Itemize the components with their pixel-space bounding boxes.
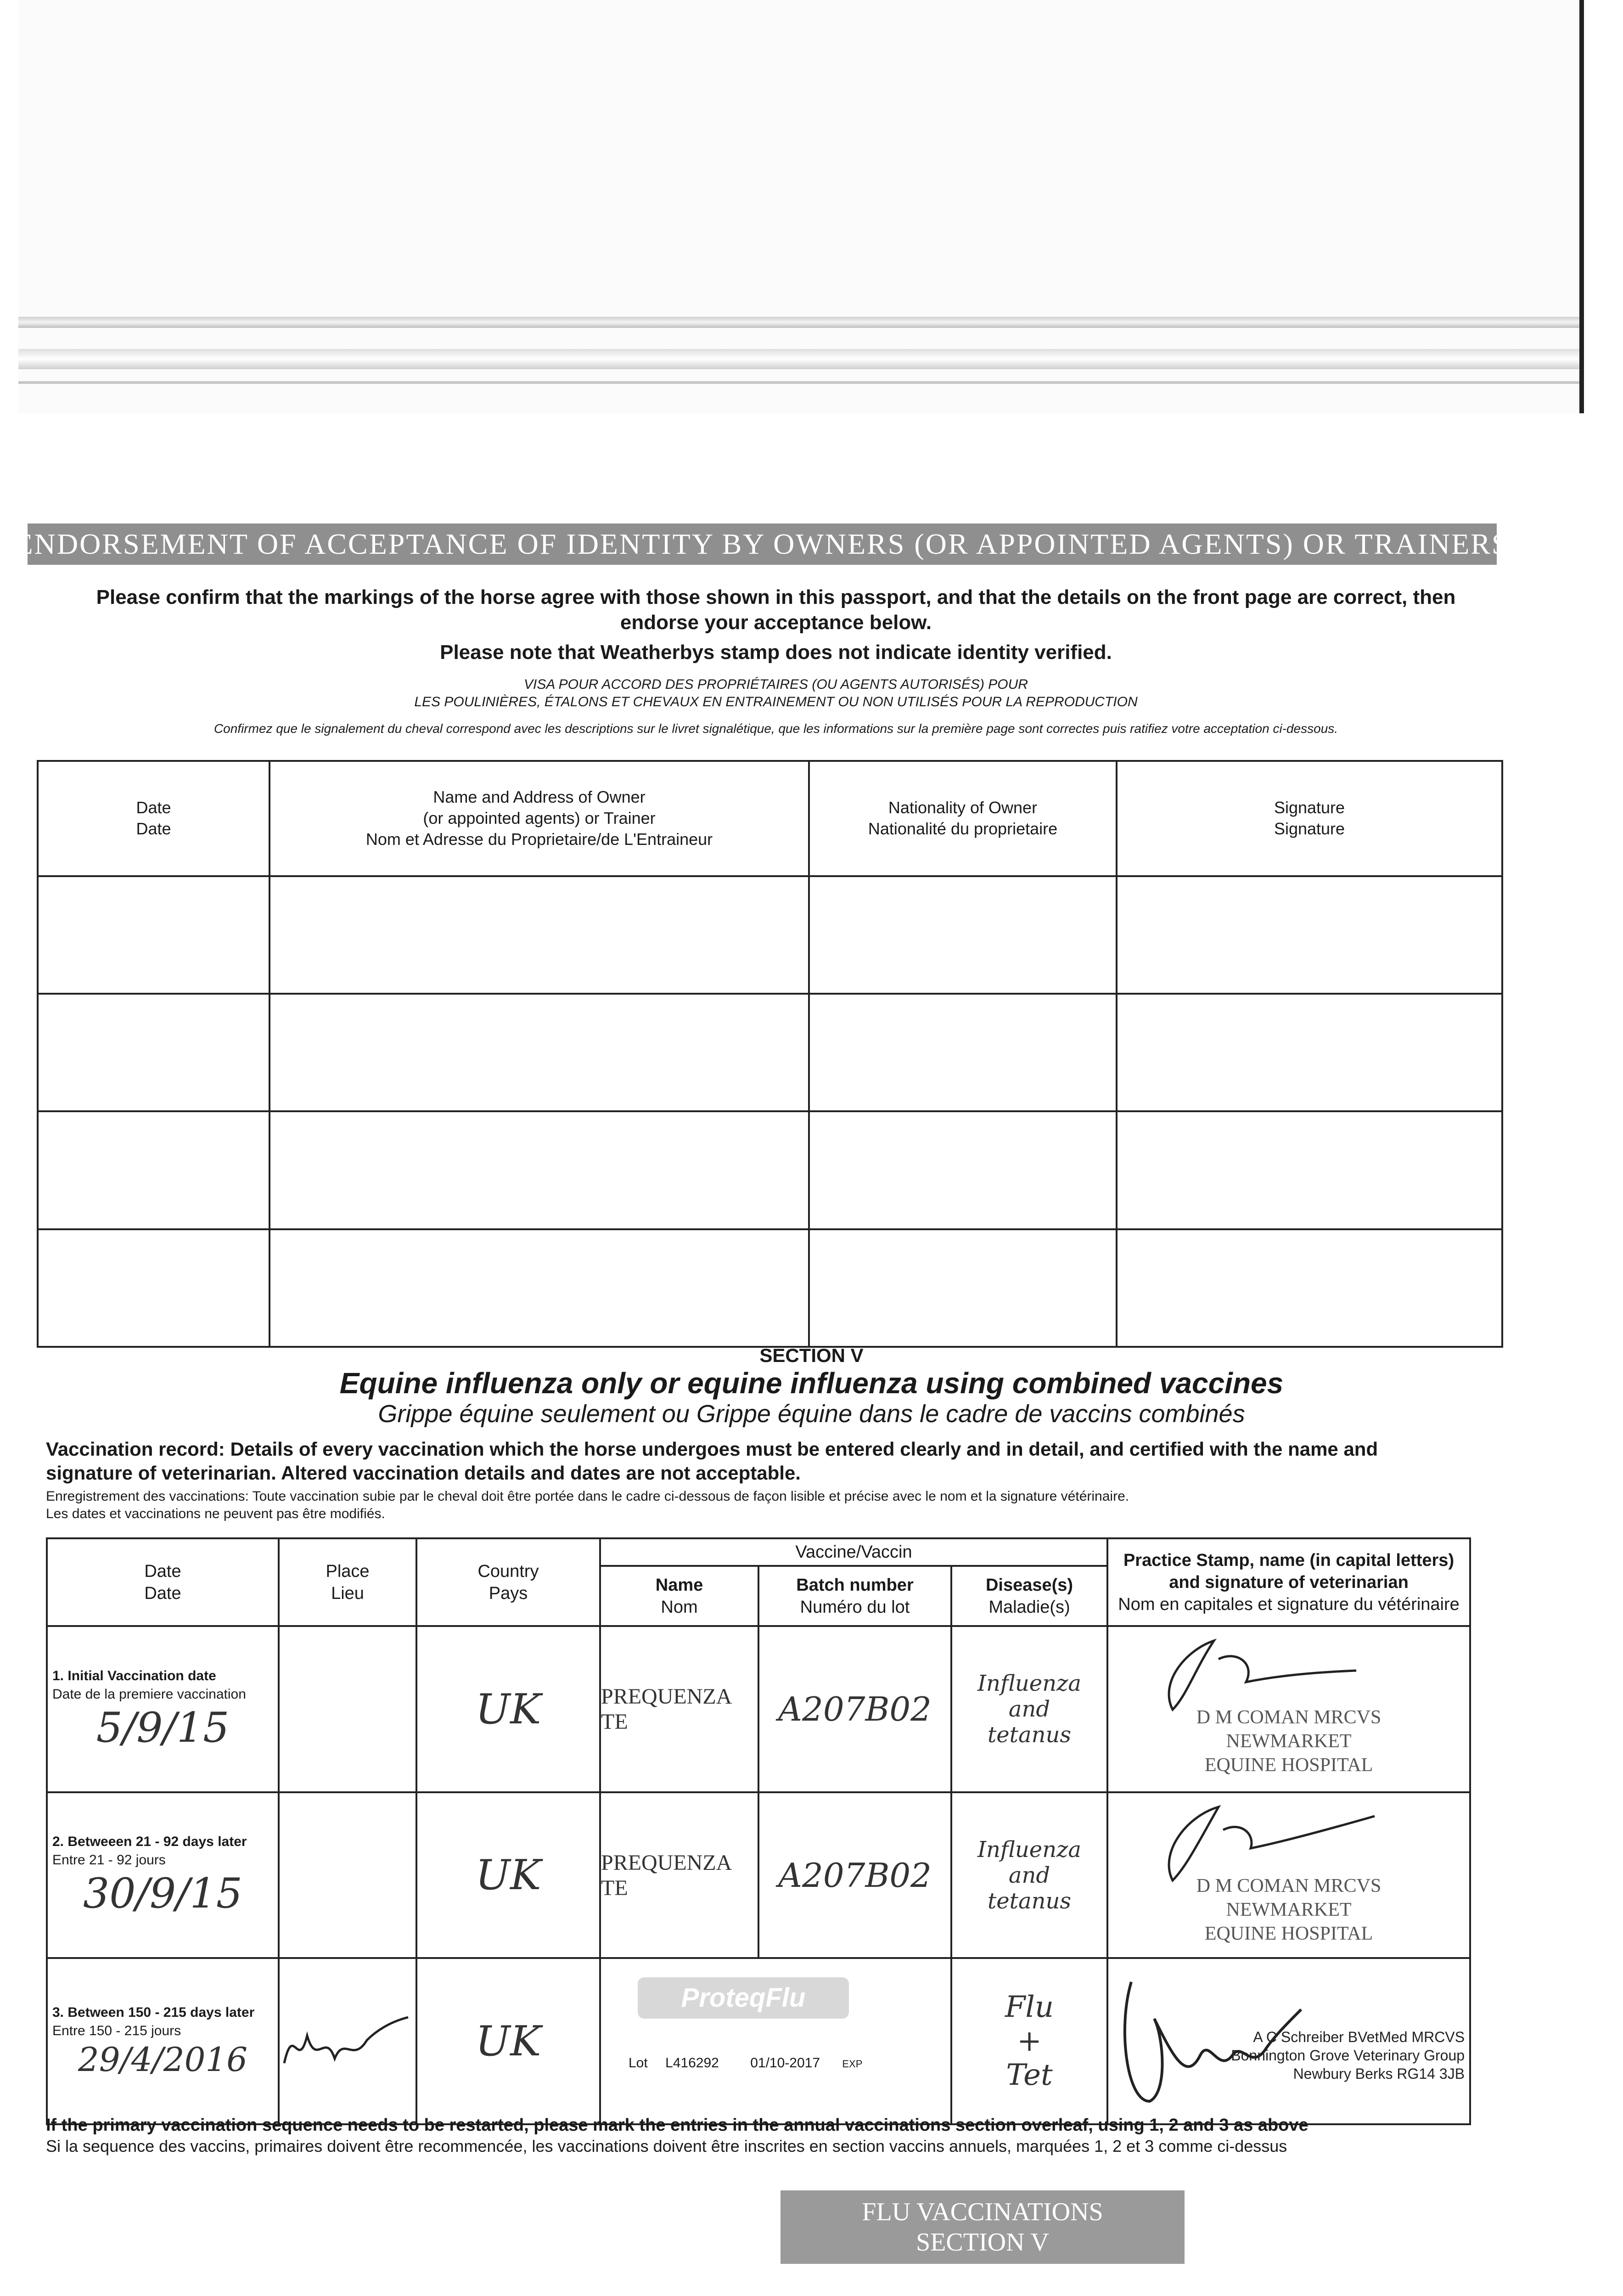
row-label: 2. Betweeen 21 - 92 days later — [52, 1834, 247, 1850]
section-label: SECTION V — [759, 1345, 864, 1366]
section-subtitle: Grippe équine seulement ou Grippe équine dans le cadre de vaccins combinés — [378, 1400, 1245, 1428]
table-row — [47, 1626, 1470, 1792]
col-header-place: Place Lieu — [279, 1538, 416, 1626]
record-line-1: Vaccination record: Details of every vaccination which the horse undergoes must be entered clearly and in detail, and certified with the name and — [46, 1438, 1378, 1460]
stamp-line: EQUINE HOSPITAL — [1204, 1923, 1373, 1944]
stamp-line: EQUINE HOSPITAL — [1204, 1755, 1373, 1776]
date-cell[interactable] — [38, 1229, 270, 1347]
intro-fr-line-2: LES POULINIÈRES, ÉTALONS ET CHEVAUX EN ENTRAINEMENT OU NON UTILISÉS POUR LA REPRODUCTION — [414, 694, 1138, 709]
disease-line: and — [1008, 1696, 1050, 1722]
col-header-name-address: Name and Address of Owner (or appointed agents) or Trainer Nom et Adresse du Proprietaire/de L'Entraineur — [270, 761, 809, 876]
stamp-line: NEWMARKET — [1226, 1731, 1352, 1752]
date-cell[interactable] — [47, 1958, 279, 2124]
stamp-line: D M COMAN MRCVS — [1196, 1875, 1382, 1896]
col-header-vaccine: Vaccine/Vaccin — [600, 1538, 1107, 1566]
col-header-practice-stamp: Practice Stamp, name (in capital letters) and signature of veterinarian Nom en capitales et signature du vétérinaire — [1107, 1538, 1470, 1626]
country-cell[interactable] — [416, 1958, 600, 2124]
stamp-line: NEWMARKET — [1226, 1899, 1352, 1920]
intro-fr-line-1: VISA POUR ACCORD DES PROPRIÉTAIRES (OU AGENTS AUTORISÉS) POUR — [524, 677, 1028, 692]
nationality-cell[interactable] — [809, 876, 1117, 994]
row-label-fr: Entre 21 - 92 jours — [52, 1852, 166, 1868]
stamp-line: D M COMAN MRCVS — [1196, 1707, 1382, 1728]
stamp-line: Newbury Berks RG14 3JB — [1293, 2065, 1465, 2082]
vaccine-name: PREQUENZA TE — [601, 1850, 731, 1900]
col-header-signature: Signature Signature — [1117, 761, 1502, 876]
country-value: UK — [475, 2017, 541, 2065]
date-cell[interactable] — [38, 1111, 270, 1229]
fold-line — [18, 381, 1579, 384]
name-cell[interactable] — [270, 994, 809, 1111]
disease-cell[interactable] — [951, 1626, 1107, 1792]
signature-cell[interactable] — [1117, 1229, 1502, 1347]
vet-signature — [1118, 1632, 1466, 1723]
endorsement-table — [37, 760, 1503, 1348]
disease-line: tetanus — [987, 1722, 1072, 1748]
expiry-date: 01/10-2017 — [750, 2055, 820, 2071]
country-value: UK — [475, 1685, 541, 1733]
endorsement-banner: ENDORSEMENT OF ACCEPTANCE OF IDENTITY BY OWNERS (OR APPOINTED AGENTS) OR TRAINERS — [28, 523, 1497, 565]
stamp-cell[interactable] — [1107, 1792, 1470, 1958]
signature-cell[interactable] — [1117, 1111, 1502, 1229]
col-header-country: Country Pays — [416, 1538, 600, 1626]
stamp-line: A C Schreiber BVetMed MRCVS — [1253, 2029, 1465, 2046]
record-line-2: signature of veterinarian. Altered vaccination details and dates are not acceptable. — [46, 1462, 801, 1484]
place-cell[interactable] — [279, 1792, 416, 1958]
expiry-prefix: EXP — [842, 2058, 863, 2070]
signature-cell[interactable] — [1117, 994, 1502, 1111]
row-label-fr: Date de la premiere vaccination — [52, 1686, 246, 1702]
col-header-vaccine-name: Name Nom — [600, 1566, 758, 1626]
fold-line — [18, 349, 1579, 369]
disease-line: and — [1008, 1862, 1050, 1888]
record-fr-line-2: Les dates et vaccinations ne peuvent pas être modifiés. — [46, 1506, 385, 1521]
table-row — [47, 1792, 1470, 1958]
signature-cell[interactable] — [1117, 876, 1502, 994]
vaccine-name-cell[interactable] — [600, 1626, 758, 1792]
handwritten-scribble — [280, 1994, 413, 2086]
footnote-line-2: Si la sequence des vaccins, primaires doivent être recommencée, les vaccinations doivent être inscrites en section vaccins annuels, marquées 1, 2 et 3 comme ci-dessus — [46, 2137, 1287, 2155]
row-label: 1. Initial Vaccination date — [52, 1668, 216, 1683]
col-header-batch: Batch number Numéro du lot — [758, 1566, 951, 1626]
date-cell[interactable] — [38, 876, 270, 994]
stamp-cell[interactable] — [1107, 1958, 1470, 2124]
intro-line-2: endorse your acceptance below. — [620, 611, 932, 634]
vet-signature — [1118, 1798, 1466, 1890]
table-row — [47, 1958, 1470, 2124]
disease-line: Tet — [1006, 2058, 1053, 2093]
vaccination-date: 5/9/15 — [96, 1703, 230, 1752]
place-cell[interactable] — [279, 1626, 416, 1792]
row-label: 3. Between 150 - 215 days later — [52, 2005, 255, 2020]
footer-tab-line: SECTION V — [916, 2228, 1049, 2257]
footer-tab-line: FLU VACCINATIONS — [862, 2198, 1103, 2226]
row-label-fr: Entre 150 - 215 jours — [52, 2023, 181, 2039]
vaccine-name-cell[interactable] — [600, 1792, 758, 1958]
place-cell[interactable] — [279, 1958, 416, 2124]
table-row — [38, 1111, 1502, 1229]
vaccine-name: PREQUENZA TE — [601, 1684, 731, 1734]
country-cell[interactable] — [416, 1626, 600, 1792]
country-value: UK — [475, 1851, 541, 1900]
stamp-line: Bonnington Grove Veterinary Group — [1231, 2047, 1465, 2064]
lot-prefix: Lot — [629, 2055, 648, 2071]
fold-line — [18, 317, 1579, 328]
vaccination-table — [46, 1537, 1471, 2125]
footer-tab — [781, 2190, 1185, 2264]
intro-line-1: Please confirm that the markings of the horse agree with those shown in this passport, and that the details on the front page are correct, then — [96, 586, 1456, 608]
disease-cell[interactable] — [951, 1792, 1107, 1958]
disease-line: Influenza — [977, 1836, 1082, 1863]
nationality-cell[interactable] — [809, 1229, 1117, 1347]
col-header-disease: Disease(s) Maladie(s) — [951, 1566, 1107, 1626]
nationality-cell[interactable] — [809, 994, 1117, 1111]
disease-line: Flu — [1005, 1990, 1054, 2025]
table-row — [38, 876, 1502, 994]
col-header-date: Date Date — [38, 761, 270, 876]
batch-number: A207B02 — [778, 1856, 932, 1895]
name-cell[interactable] — [270, 1229, 809, 1347]
batch-number: A207B02 — [778, 1690, 932, 1729]
lot-number: L416292 — [665, 2055, 719, 2071]
table-row — [38, 1229, 1502, 1347]
col-header-date: Date Date — [47, 1538, 279, 1626]
disease-cell[interactable] — [951, 1958, 1107, 2124]
intro-fr-line-3: Confirmez que le signalement du cheval correspond avec les descriptions sur le livret signalétique, que les informations sur la première page sont correctes puis ratifiez votre acceptation ci-dessous. — [213, 721, 1338, 736]
country-cell[interactable] — [416, 1792, 600, 1958]
table-row — [38, 994, 1502, 1111]
date-cell[interactable] — [38, 994, 270, 1111]
name-cell[interactable] — [270, 876, 809, 994]
date-cell[interactable] — [47, 1792, 279, 1958]
vaccination-date: 29/4/2016 — [78, 2040, 248, 2079]
stamp-cell[interactable] — [1107, 1626, 1470, 1792]
intro-line-3: Please note that Weatherbys stamp does not indicate identity verified. — [440, 641, 1112, 664]
disease-line: + — [1017, 2024, 1042, 2059]
nationality-cell[interactable] — [809, 1111, 1117, 1229]
batch-cell[interactable] — [758, 1626, 951, 1792]
footnote-line-1: If the primary vaccination sequence needs to be restarted, please mark the entries in the annual vaccinations section overleaf, using 1, 2 and 3 as above — [46, 2116, 1309, 2135]
col-header-nationality: Nationality of Owner Nationalité du proprietaire — [809, 761, 1117, 876]
date-cell[interactable] — [47, 1626, 279, 1792]
disease-line: tetanus — [987, 1888, 1072, 1914]
name-cell[interactable] — [270, 1111, 809, 1229]
vaccine-label-cell[interactable] — [600, 1958, 951, 2124]
vaccine-sticker: ProteqFlu — [638, 1977, 849, 2019]
section-title: Equine influenza only or equine influenza using combined vaccines — [339, 1367, 1284, 1400]
vaccination-date: 30/9/15 — [83, 1869, 242, 1918]
record-fr-line-1: Enregistrement des vaccinations: Toute vaccination subie par le cheval doit être portée dans le cadre ci-dessous de façon lisible et précise avec le nom et la signature vétérinaire. — [46, 1489, 1129, 1504]
batch-cell[interactable] — [758, 1792, 951, 1958]
disease-line: Influenza — [977, 1671, 1082, 1697]
